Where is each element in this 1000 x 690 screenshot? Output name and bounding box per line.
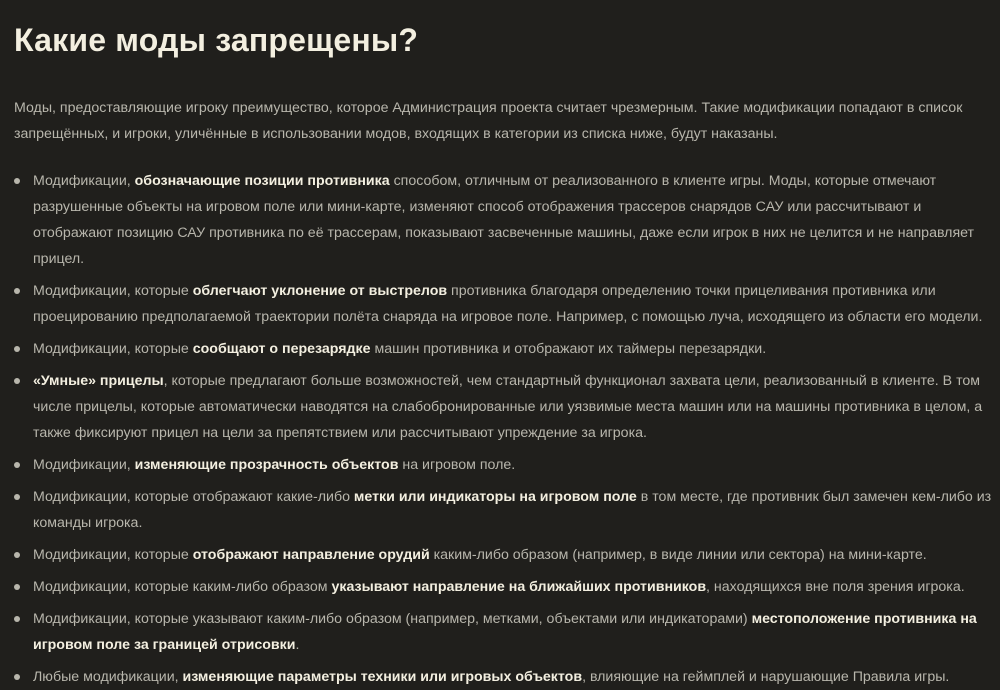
bullet-icon	[14, 552, 20, 558]
item-highlight: сообщают о перезарядке	[192, 341, 371, 357]
item-text: противника благодаря определению точки прицеливания противника или проецированию предполагаемой траектории полёта снаряда на игровое поле. Например, с помощью луча, исходящего из области его модели.	[33, 283, 983, 325]
item-text: Модификации, которые отображают какие-либо	[33, 489, 354, 505]
item-text: Любые модификации,	[33, 669, 183, 685]
item-text: Модификации, которые каким-либо образом	[33, 579, 332, 595]
item-text: Модификации, которые	[33, 341, 193, 357]
item-text: машин противника и отображают их таймеры перезарядки.	[370, 341, 767, 357]
item-highlight: местоположение противника на игровом поле за границей отрисовки	[33, 611, 977, 653]
item-highlight: обозначающие позиции противника	[134, 173, 390, 189]
list-item	[14, 336, 1000, 362]
page-title: Какие моды запрещены?	[14, 22, 419, 58]
item-highlight: облегчают уклонение от выстрелов	[192, 283, 448, 299]
item-highlight: изменяющие параметры техники или игровых объектов	[182, 669, 583, 685]
item-text: , влияющие на геймплей и нарушающие Правила игры.	[582, 669, 950, 685]
list-item	[14, 664, 1000, 690]
item-highlight: метки или индикаторы на игровом поле	[353, 489, 637, 505]
bullet-icon	[14, 178, 20, 184]
item-text: в том месте, где противник был замечен кем-либо из команды игрока.	[33, 489, 992, 531]
bullet-icon	[14, 288, 20, 294]
banned-mods-list	[14, 168, 992, 690]
bullet-icon	[14, 616, 20, 622]
item-text: , которые предлагают больше возможностей, чем стандартный функционал захвата цели, реализованный в клиенте. В том числе прицелы, которые автоматически наводятся на слабобронированные или уязвимые места машин или на машины противника в целом, а также фиксируют прицел на цели за препятствием или рассчитывают упреждение за игрока.	[33, 373, 983, 441]
item-text: Модификации,	[33, 457, 135, 473]
item-highlight: указывают направление на ближайших противников	[331, 579, 707, 595]
item-text: каким-либо образом (например, в виде линии или сектора) на мини-карте.	[429, 547, 927, 563]
item-text: Модификации, которые указывают каким-либо образом (например, метками, объектами или индикаторами)	[33, 611, 752, 627]
intro-paragraph: Моды, предоставляющие игроку преимущество, которое Администрация проекта считает чрезмерным. Такие модификации попадают в список запрещённых, и игроки, уличённые в использовании модов, входящих в категории из списка ниже, будут наказаны.	[14, 100, 963, 142]
list-item	[14, 452, 1000, 478]
list-item	[14, 484, 1000, 536]
item-text: способом, отличным от реализованного в клиенте игры. Моды, которые отмечают разрушенные объекты на игровом поле или мини-карте, изменяют способ отображения трассеров снарядов САУ или рассчитывают и отображают позицию САУ противника по её трассерам, показывают засвеченные машины, даже если игрок в них не целится и не направляет прицел.	[33, 173, 975, 267]
bullet-icon	[14, 346, 20, 352]
item-text: Модификации,	[33, 173, 135, 189]
bullet-icon	[14, 378, 20, 384]
item-text: , находящихся вне поля зрения игрока.	[706, 579, 965, 595]
item-text: .	[295, 637, 300, 653]
bullet-icon	[14, 674, 20, 680]
item-highlight: отображают направление орудий	[192, 547, 430, 563]
list-item	[14, 606, 1000, 658]
list-item	[14, 574, 1000, 600]
list-item	[14, 168, 1000, 272]
bullet-icon	[14, 584, 20, 590]
list-item	[14, 278, 1000, 330]
list-item	[14, 542, 1000, 568]
bullet-icon	[14, 494, 20, 500]
list-item	[14, 368, 1000, 446]
item-highlight: «Умные» прицелы	[33, 373, 164, 389]
bullet-icon	[14, 462, 20, 468]
item-text: Модификации, которые	[33, 547, 193, 563]
item-highlight: изменяющие прозрачность объектов	[134, 457, 399, 473]
item-text: Модификации, которые	[33, 283, 193, 299]
item-text: на игровом поле.	[398, 457, 516, 473]
